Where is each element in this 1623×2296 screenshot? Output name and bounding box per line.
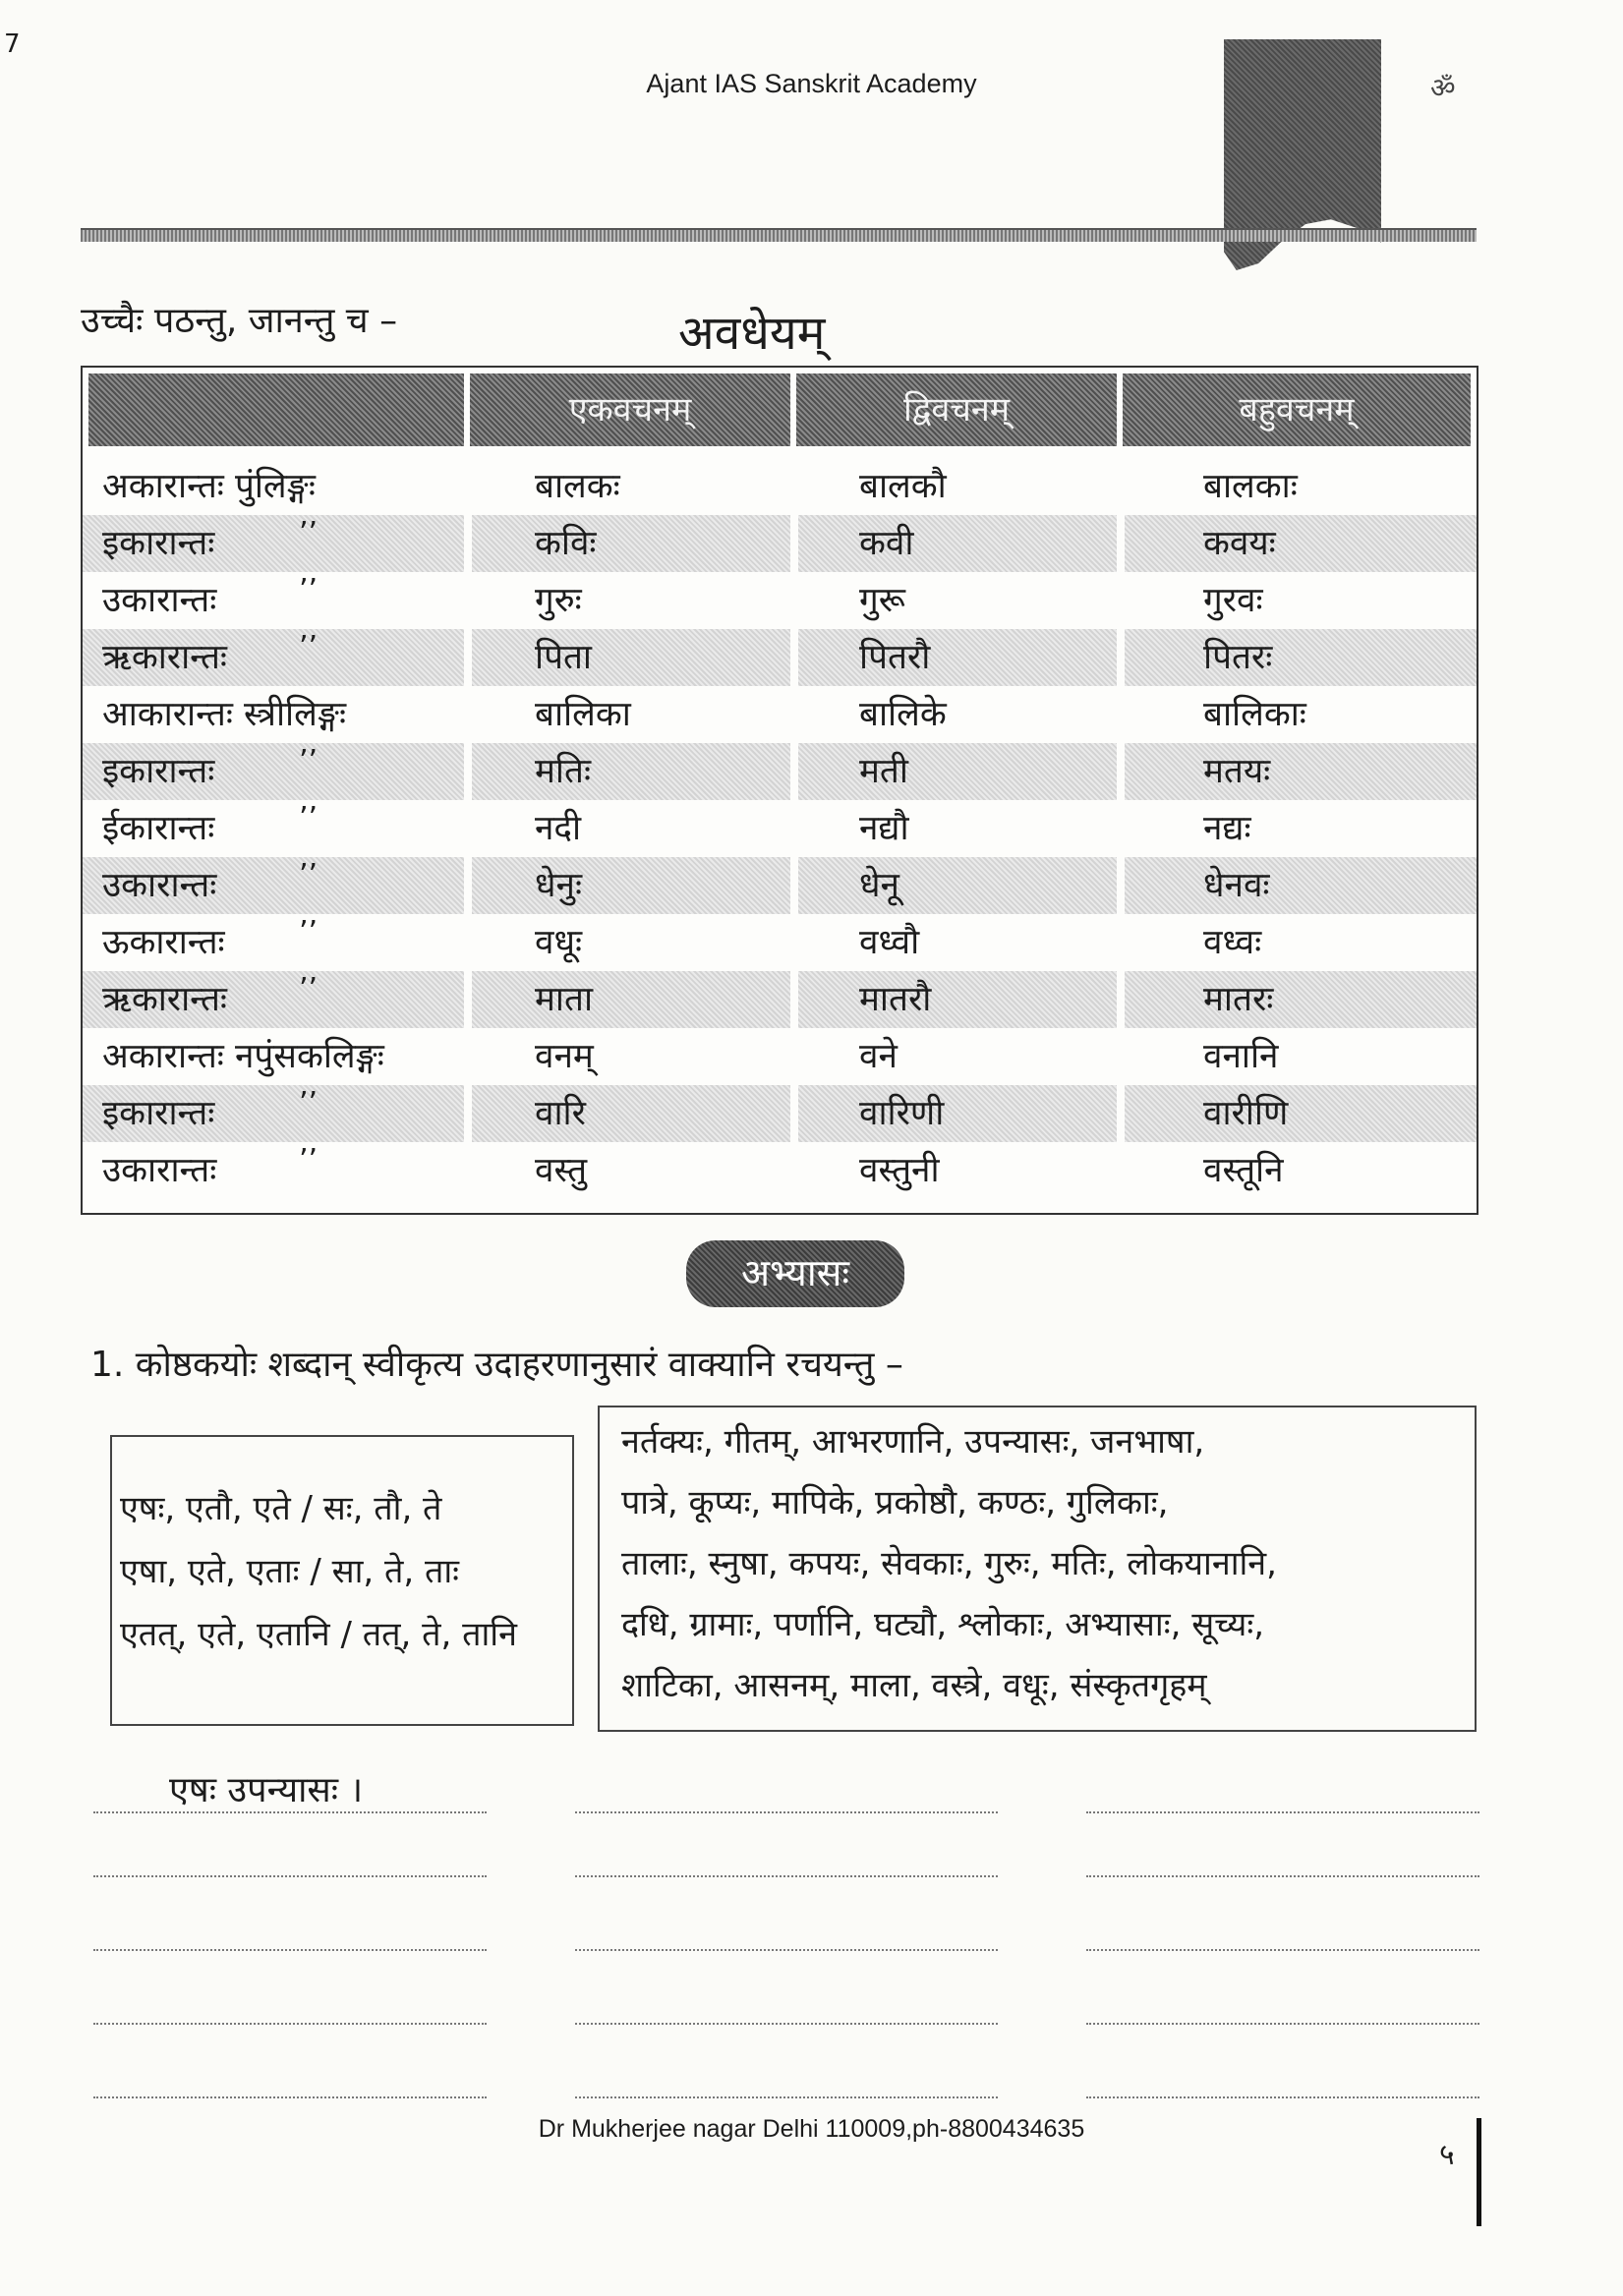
singular-form: धेनुः [535, 866, 583, 905]
table-row [83, 971, 1477, 1028]
table-header [83, 368, 1477, 454]
plural-form: कवयः [1203, 524, 1276, 563]
word-bank-line: दधि, ग्रामाः, पर्णानि, घट्यौ, श्लोकाः, अभ्यासाः, सूच्यः, [621, 1605, 1265, 1644]
table-row [83, 857, 1477, 914]
table-row [83, 1085, 1477, 1142]
column-gap [464, 971, 472, 1028]
example-answer: एषः उपन्यासः । [169, 1770, 364, 1810]
answer-line[interactable] [575, 2023, 998, 2025]
ditto-mark: ’’ [299, 858, 319, 892]
column-gap [790, 971, 798, 1028]
singular-form: कविः [535, 524, 597, 563]
dual-form: धेनू [859, 866, 899, 905]
ending-label: ऋकारान्तः [102, 638, 227, 677]
table-row [83, 1028, 1477, 1085]
header-title: Ajant IAS Sanskrit Academy [646, 69, 977, 98]
column-gap [1117, 857, 1125, 914]
page-edge-bar [1477, 2118, 1481, 2226]
footer-address: Dr Mukherjee nagar Delhi 110009,ph-8800434635 [538, 2115, 1085, 2143]
answer-line[interactable] [93, 1875, 487, 1877]
ending-label: उकारान्तः [102, 1151, 217, 1190]
column-gap [790, 1085, 798, 1142]
plural-form: वध्वः [1203, 923, 1262, 962]
table-row [83, 1142, 1477, 1199]
word-bank-line: नर्तक्यः, गीतम्, आभरणानि, उपन्यासः, जनभाषा, [621, 1422, 1205, 1462]
ending-label: आकारान्तः स्त्रीलिङ्गः [102, 695, 347, 734]
plural-form: वनानि [1203, 1037, 1279, 1076]
column-gap [464, 515, 472, 572]
answer-line[interactable] [93, 1949, 487, 1951]
answer-line[interactable] [575, 1949, 998, 1951]
column-gap [790, 515, 798, 572]
singular-form: नदी [535, 809, 582, 848]
declension-table [81, 366, 1478, 1215]
answer-line[interactable] [575, 1811, 998, 1813]
word-bank-line: शाटिका, आसनम्, माला, वस्त्रे, वधूः, संस्कृतगृहम् [621, 1666, 1207, 1705]
header-cell-plural: बहुवचनम् [1123, 373, 1471, 446]
plural-form: बालकाः [1203, 467, 1298, 506]
plural-form: पितरः [1203, 638, 1273, 677]
ditto-mark: ’’ [299, 630, 319, 664]
ending-label: इकारान्तः [102, 524, 215, 563]
singular-form: मतिः [535, 752, 592, 791]
singular-form: वारि [535, 1094, 586, 1133]
table-row [83, 458, 1477, 515]
header-cell-dual: द्विवचनम् [796, 373, 1117, 446]
table-row [83, 629, 1477, 686]
dual-form: बालिके [859, 695, 947, 734]
column-gap [790, 743, 798, 800]
om-mark: ॐ [1430, 72, 1456, 104]
dual-form: गुरू [859, 581, 905, 620]
ditto-mark: ’’ [299, 1086, 319, 1120]
dual-form: वारिणी [859, 1094, 945, 1133]
column-gap [464, 743, 472, 800]
plural-form: मतयः [1203, 752, 1271, 791]
answer-line[interactable] [1086, 1811, 1479, 1813]
ditto-mark: ’’ [299, 744, 319, 778]
ditto-mark: ’’ [299, 573, 319, 607]
singular-form: वस्तु [535, 1151, 588, 1190]
singular-form: माता [535, 980, 594, 1019]
dual-form: मती [859, 752, 908, 791]
dual-form: वस्तुनी [859, 1151, 940, 1190]
plural-form: वारीणि [1203, 1094, 1289, 1133]
answer-line[interactable] [93, 1811, 487, 1813]
ending-label: इकारान्तः [102, 1094, 215, 1133]
table-row [83, 914, 1477, 971]
answer-line[interactable] [575, 1875, 998, 1877]
singular-form: गुरुः [535, 581, 582, 620]
ending-label: उकारान्तः [102, 866, 217, 905]
page-number: ५ [1439, 2138, 1455, 2172]
answer-line[interactable] [1086, 2023, 1479, 2025]
pronoun-box [110, 1435, 574, 1726]
column-gap [1117, 743, 1125, 800]
intro-text: उच्चैः पठन्तु, जानन्तु च – [81, 301, 398, 341]
plural-form: गुरवः [1203, 581, 1263, 620]
word-bank-line: तालाः, स्नुषा, कपयः, सेवकाः, गुरुः, मतिः, लोकयानानि, [621, 1544, 1277, 1583]
singular-form: बालकः [535, 467, 620, 506]
column-gap [790, 857, 798, 914]
header-cell-singular: एकवचनम् [470, 373, 790, 446]
answer-line[interactable] [1086, 1949, 1479, 1951]
singular-form: पिता [535, 638, 592, 677]
word-bank-box [598, 1406, 1477, 1732]
dual-form: कवी [859, 524, 914, 563]
ending-label: इकारान्तः [102, 752, 215, 791]
dual-form: पितरौ [859, 638, 931, 677]
ending-label: ऋकारान्तः [102, 980, 227, 1019]
section-title: अवधेयम् [678, 306, 826, 361]
dual-form: वने [859, 1037, 898, 1076]
ditto-mark: ’’ [299, 516, 319, 550]
exercise-badge: अभ्यासः [686, 1240, 904, 1307]
plural-form: मातरः [1203, 980, 1274, 1019]
pronoun-line: एतत्, एते, एतानि / तत्, ते, तानि [120, 1615, 517, 1654]
plural-form: बालिकाः [1203, 695, 1306, 734]
answer-line[interactable] [1086, 2096, 1479, 2098]
plural-form: धेनवः [1203, 866, 1270, 905]
word-bank-line: पात्रे, कूप्यः, मापिके, प्रकोष्ठौ, कण्ठः, गुलिकाः, [621, 1483, 1169, 1522]
dual-form: बालकौ [859, 467, 947, 506]
ending-label: अकारान्तः पुंलिङ्गः [102, 467, 316, 506]
singular-form: बालिका [535, 695, 631, 734]
header-cell-blank [88, 373, 464, 446]
column-gap [464, 629, 472, 686]
column-gap [464, 857, 472, 914]
header-rule [81, 228, 1477, 242]
dual-form: वध्वौ [859, 923, 920, 962]
table-row [83, 572, 1477, 629]
column-gap [464, 1085, 472, 1142]
pronoun-line: एषः, एतौ, एते / सः, तौ, ते [120, 1489, 442, 1528]
ending-label: ईकारान्तः [102, 809, 215, 848]
column-gap [1117, 515, 1125, 572]
singular-form: वनम् [535, 1037, 594, 1076]
answer-line[interactable] [93, 2096, 487, 2098]
plural-form: नद्यः [1203, 809, 1251, 848]
ditto-mark: ’’ [299, 972, 319, 1006]
dual-form: मातरौ [859, 980, 932, 1019]
exercise-instruction: 1. कोष्ठकयोः शब्दान् स्वीकृत्य उदाहरणानुसारं वाक्यानि रचयन्तु – [90, 1345, 903, 1385]
column-gap [1117, 629, 1125, 686]
ditto-mark: ’’ [299, 1143, 319, 1177]
margin-number: 7 [4, 29, 21, 59]
ditto-mark: ’’ [299, 915, 319, 949]
table-row [83, 686, 1477, 743]
ending-label: ऊकारान्तः [102, 923, 225, 962]
table-row [83, 515, 1477, 572]
answer-line[interactable] [93, 2023, 487, 2025]
column-gap [1117, 971, 1125, 1028]
ending-label: उकारान्तः [102, 581, 217, 620]
pronoun-line: एषा, एते, एताः / सा, ते, ताः [120, 1552, 460, 1591]
ditto-mark: ’’ [299, 801, 319, 835]
table-row [83, 800, 1477, 857]
plural-form: वस्तूनि [1203, 1151, 1284, 1190]
ending-label: अकारान्तः नपुंसकलिङ्गः [102, 1037, 384, 1076]
dual-form: नद्यौ [859, 809, 909, 848]
table-row [83, 743, 1477, 800]
answer-line[interactable] [1086, 1875, 1479, 1877]
answer-line[interactable] [575, 2096, 998, 2098]
column-gap [1117, 1085, 1125, 1142]
singular-form: वधूः [535, 923, 583, 962]
column-gap [790, 629, 798, 686]
